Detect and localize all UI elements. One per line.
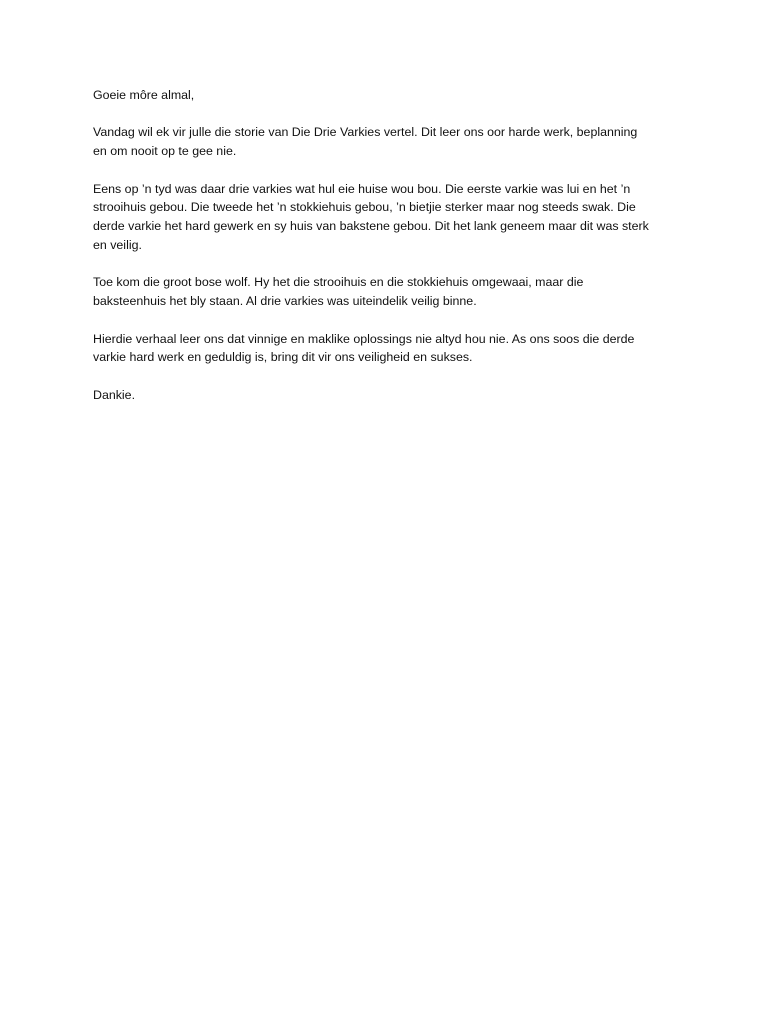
paragraph-story: Eens op ’n tyd was daar drie varkies wat hul eie huise wou bou. Die eerste varkie was lui en het ’n strooihuis gebou. Die tweede het ’n stokkiehuis gebou, ’n bietjie sterker maar nog steeds swak. Die derde varkie het hard gewerk en sy huis van bakstene gebou. Dit het lank geneem maar dit was sterk en veilig. <box>93 181 649 252</box>
closing-line: Dankie. <box>93 387 136 402</box>
paragraph-lesson: Hierdie verhaal leer ons dat vinnige en maklike oplossings nie altyd hou nie. As ons soos die derde varkie hard werk en geduldig is, bring dit vir ons veiligheid en sukses. <box>93 331 635 365</box>
paragraph-intro: Vandag wil ek vir julle die storie van Die Drie Varkies vertel. Dit leer ons oor harde werk, beplanning en om nooit op te gee nie. <box>93 125 638 159</box>
paragraph-wolf: Toe kom die groot bose wolf. Hy het die strooihuis en die stokkiehuis omgewaai, maar die baksteenhuis het bly staan. Al drie varkies was uiteindelik veilig binne. <box>93 275 584 309</box>
document-body <box>93 86 683 423</box>
greeting-line: Goeie môre almal, <box>93 88 195 102</box>
